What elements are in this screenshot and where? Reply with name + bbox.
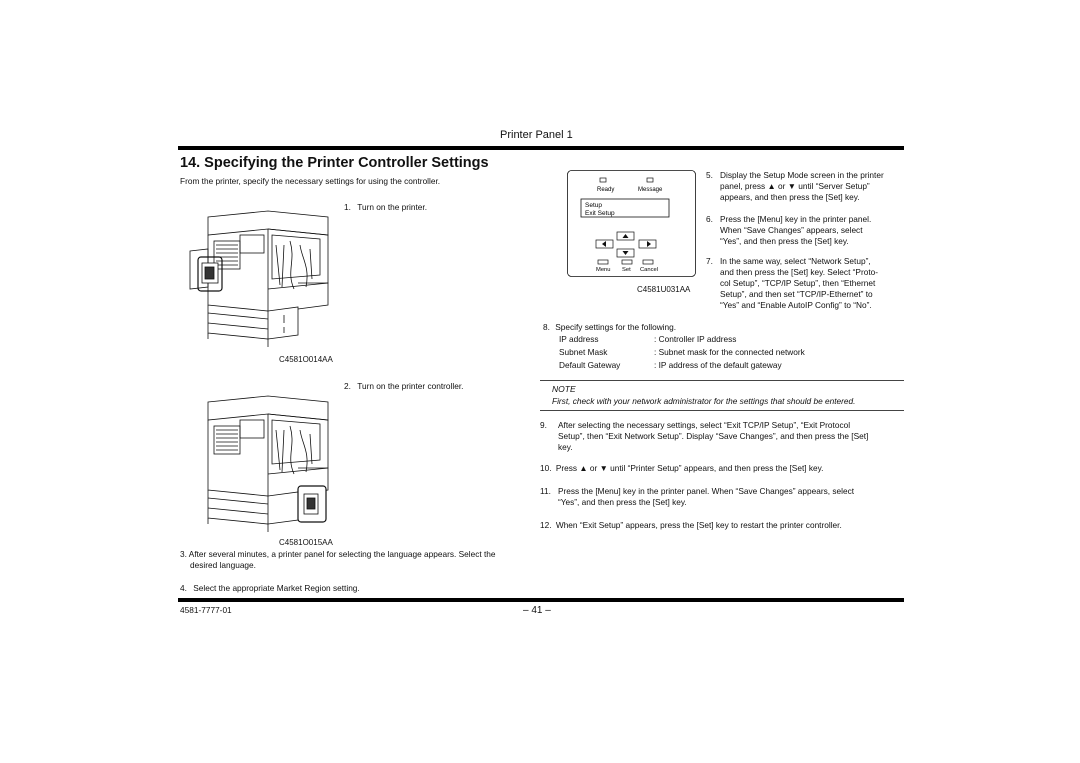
cancel-label: Cancel	[640, 267, 659, 273]
step-7	[706, 256, 904, 311]
bottom-rule	[178, 598, 904, 602]
intro-text: From the printer, specify the necessary settings for using the controller.	[180, 176, 441, 186]
setting-desc: : Controller IP address	[654, 334, 737, 344]
step-9	[540, 420, 904, 453]
step-8	[543, 322, 676, 333]
doc-number: 4581-7777-01	[180, 605, 232, 615]
step-3	[180, 549, 536, 571]
step-text-line: panel, press ▲ or ▼ until “Server Setup”	[720, 181, 870, 191]
step-6	[706, 214, 904, 247]
left-arrow-icon	[602, 241, 606, 247]
ready-led-icon	[600, 178, 606, 182]
step-text-line: key.	[558, 442, 573, 452]
step-text: Turn on the printer controller.	[357, 381, 464, 391]
step-1	[344, 202, 427, 213]
step-text-line: “Yes” and “Enable AutoIP Config” to “No”.	[720, 300, 872, 310]
setting-desc: : Subnet mask for the connected network	[654, 347, 805, 357]
step-text-line: “Yes”, and then press the [Set] key.	[720, 236, 849, 246]
step-text: Select the appropriate Market Region setting.	[193, 583, 360, 593]
step-text-line: and then press the [Set] key. Select “Proto-	[720, 267, 879, 277]
printer-panel-illustration	[567, 170, 697, 287]
setting-desc: : IP address of the default gateway	[654, 360, 782, 370]
step-text-line: Setup”, then “Exit Network Setup”. Display “Save Changes”, and then press the [Set]	[558, 431, 869, 441]
step-text: Specify settings for the following.	[555, 322, 677, 332]
step-text-line: When “Save Changes” appears, select	[720, 225, 863, 235]
step-12	[540, 520, 842, 531]
page-number: – 41 –	[523, 605, 551, 616]
step-2	[344, 381, 463, 392]
step-number: 11.	[540, 486, 551, 496]
step-text-line: Display the Setup Mode screen in the printer	[720, 170, 884, 180]
message-label: Message	[638, 187, 663, 193]
step-4	[180, 583, 360, 594]
note-bottom-rule	[540, 410, 904, 411]
settings-row-subnet	[559, 347, 859, 360]
step-text-line: Setup”, and then set “TCP/IP-Ethernet” to	[720, 289, 873, 299]
step-text-line: Press the [Menu] key in the printer panel. When “Save Changes” appears, select	[558, 486, 855, 496]
settings-row-ip	[559, 334, 859, 347]
menu-label: Menu	[596, 267, 611, 273]
step-text-line: appears, and then press the [Set] key.	[720, 192, 860, 202]
step-text-line: col Setup”, “TCP/IP Setup”, then “Ethernet	[720, 278, 876, 288]
running-header: Printer Panel 1	[500, 129, 573, 141]
setting-name: IP address	[559, 334, 599, 344]
menu-key	[598, 260, 608, 264]
step-10	[540, 463, 823, 474]
lcd-line-2: Exit Setup	[585, 210, 615, 217]
note-top-rule	[540, 380, 904, 381]
ready-label: Ready	[597, 187, 615, 193]
step-number: 1.	[344, 202, 351, 212]
step-text-line: desired language.	[190, 560, 256, 570]
note-heading: NOTE	[552, 384, 576, 394]
printer-illustration-1	[180, 205, 340, 360]
setting-name: Default Gateway	[559, 360, 621, 370]
top-rule	[178, 146, 904, 150]
step-number: 12.	[540, 520, 552, 530]
step-number: 8.	[543, 322, 550, 332]
step-text: When “Exit Setup” appears, press the [Set] key to restart the printer controller.	[555, 520, 842, 530]
down-arrow-icon	[623, 251, 629, 255]
step-text-line: After several minutes, a printer panel for selecting the language appears. Select the	[188, 549, 496, 559]
message-led-icon	[647, 178, 653, 182]
step-number: 2.	[344, 381, 351, 391]
step-number: 9.	[540, 420, 547, 430]
figure-caption-panel: C4581U031AA	[637, 285, 691, 294]
step-11	[540, 486, 904, 508]
settings-table	[559, 334, 859, 373]
note-text: First, check with your network administrator for the settings that should be entered.	[552, 396, 856, 406]
printer-illustration-2	[180, 390, 340, 545]
step-text-line: In the same way, select “Network Setup”,	[720, 256, 871, 266]
cancel-key	[643, 260, 653, 264]
up-arrow-icon	[623, 234, 629, 238]
set-label: Set	[622, 267, 631, 273]
step-text-line: Press the [Menu] key in the printer panel.	[720, 214, 872, 224]
step-number: 7.	[706, 256, 713, 266]
right-arrow-icon	[647, 241, 651, 247]
setting-name: Subnet Mask	[559, 347, 608, 357]
step-number: 3.	[180, 549, 187, 559]
step-text: Turn on the printer.	[357, 202, 428, 212]
figure-caption-printer-2: C4581O015AA	[279, 538, 333, 547]
figure-caption-printer-1: C4581O014AA	[279, 355, 333, 364]
settings-row-gateway	[559, 360, 859, 373]
lcd-line-1: Setup	[585, 202, 602, 209]
step-number: 6.	[706, 214, 713, 224]
step-5	[706, 170, 904, 203]
step-number: 5.	[706, 170, 713, 180]
step-text: Press ▲ or ▼ until “Printer Setup” appears, and then press the [Set] key.	[555, 463, 824, 473]
step-text-line: After selecting the necessary settings, select “Exit TCP/IP Setup”, “Exit Protocol	[558, 420, 851, 430]
set-key	[622, 260, 632, 264]
section-title: 14. Specifying the Printer Controller Settings	[180, 155, 489, 171]
step-text-line: “Yes”, and then press the [Set] key.	[558, 497, 687, 507]
step-number: 4.	[180, 583, 187, 593]
step-number: 10.	[540, 463, 552, 473]
